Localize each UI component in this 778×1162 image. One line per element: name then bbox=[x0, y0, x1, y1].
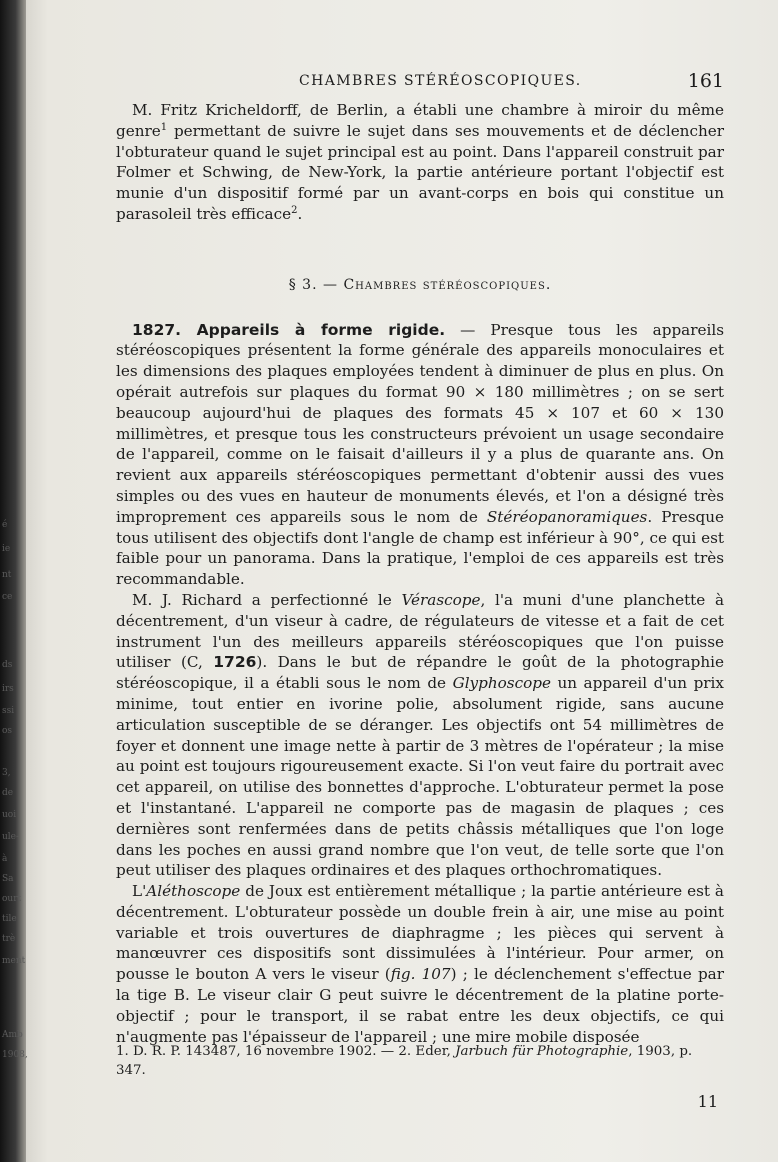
section-mark: § 3. — bbox=[288, 276, 344, 293]
cross-reference: 1726 bbox=[213, 653, 257, 672]
italic-term: Vérascope bbox=[401, 590, 481, 609]
paragraph-1827 bbox=[116, 320, 724, 590]
footnote-ref-2: 2 bbox=[291, 204, 298, 216]
text-run: de Joux est entièrement métallique ; la partie antérieure est à décentrement. L'obturateur possède un double frein à air, une mise au point variable et trois ouvertures de diaphragme ; les pièces qui servent à manœuvrer ces dispositifs sont dissimulées à l'intérieur. Pour armer, on pousse le bouton A vers le viseur ( bbox=[116, 882, 724, 984]
italic-title: Jarbuch für Photographie bbox=[455, 1044, 629, 1059]
text-run: 1. D. R. P. 143487, 16 novembre 1902. — 2. Eder, bbox=[116, 1044, 456, 1059]
italic-term: Aléthoscope bbox=[146, 882, 241, 901]
edge-fragment: Sa bbox=[2, 874, 14, 884]
italic-term: Stéréopanoramiques bbox=[486, 507, 648, 526]
text-run: , l'a muni d'une planchette à décentrement, d'un viseur à cadre, de régulateurs de vitesse et a fait de cet instrument l'un des meilleurs appareils stéréoscopiques que l'on puisse utiliser (C, bbox=[116, 590, 725, 672]
edge-fragment: ce bbox=[2, 592, 13, 602]
text-run: ) ; le déclenchement s'effectue par la tige B. Le viseur clair G peut suivre le décentrement de la platine porte-objectif ; pour le transport, il se rabat entre les deux objectifs, ce qui n'augmente pas l'épaisseur de l'appareil ; une mire mobile disposée bbox=[116, 965, 724, 1046]
text-run: ). Dans le but de répandre le goût de la photographie stéréoscopique, il a établi sous le nom de bbox=[116, 653, 724, 693]
edge-fragment: nt bbox=[2, 570, 12, 580]
text-run: M. J. Richard a perfectionné le bbox=[132, 590, 402, 609]
edge-fragment: de bbox=[2, 788, 14, 798]
page-number: 161 bbox=[687, 70, 724, 92]
edge-fragment: é bbox=[2, 520, 8, 530]
text-run: . Presque tous utilisent des objectifs dont l'angle de champ est inférieur à 90°, ce qui est faible pour un panorama. Dans la pratique, l'emploi de ces appareils est très recommandable. bbox=[116, 507, 724, 589]
text-run: M. Fritz Kricheldorff, de Berlin, a établi une chambre à miroir du même genre bbox=[116, 101, 724, 140]
edge-fragment: ssi bbox=[2, 706, 15, 716]
edge-fragment: à bbox=[2, 854, 8, 864]
footnote-ref-1: 1 bbox=[160, 121, 168, 133]
edge-fragment: Amb bbox=[2, 1030, 23, 1040]
text-run: permettant de suivre le sujet dans ses mouvements et de déclencher l'obturateur quand le sujet principal est au point. Dans l'appareil construit par Folmer et Schwing, de New-York, la partie antérieure portant l'objectif est munie d'un dispositif formé par un avant-corps en bois qui constitue un parasoleil très efficace bbox=[116, 121, 724, 223]
paragraph-kricheldorff bbox=[116, 100, 724, 225]
italic-term: Glyphoscope bbox=[452, 674, 551, 693]
facing-page-edge bbox=[0, 520, 28, 1080]
section-heading bbox=[116, 275, 724, 296]
body-text bbox=[116, 100, 724, 1047]
edge-fragment: ds bbox=[2, 660, 13, 670]
footnotes bbox=[116, 1042, 724, 1080]
text-run: — Presque tous les appareils stéréoscopiques présentent la forme générale des appareils monoculaires et les dimensions des plaques employées tendent à diminuer de plus en plus. On opérait autrefois sur plaques du format 90 × 180 millimètres ; on se sert beaucoup aujourd'hui de plaques des formats 45 × 107 et 60 × 130 millimètres, et presque tous les constructeurs prévoient un usage secondaire de l'appareil, comme on le faisait d'ailleurs il y a plus de quarante ans. On revient aux appareils stéréoscopiques permettant d'obtenir aussi des vues simples ou des vues en hauteur de monuments élevés, et l'on a désigné très improprement ces appareils sous le nom de bbox=[116, 320, 724, 526]
signature-mark: 11 bbox=[697, 1092, 718, 1111]
text-run: . bbox=[297, 204, 303, 223]
article-number: 1827 bbox=[132, 320, 176, 339]
edge-fragment: uoi bbox=[2, 810, 17, 820]
section-title: Chambres stéréoscopiques. bbox=[343, 276, 552, 293]
running-head bbox=[78, 70, 724, 97]
text-run: un appareil d'un prix minime, tout entier en ivorine polie, absolument rigide, sans aucune articulation susceptible de se déranger. Les objectifs ont 54 millimètres de foyer et donnent une image nette à partir de 3 mètres de l'opérateur ; la mise au point est toujours rigoureusement exacte. Si l'on veut faire du portrait avec cet appareil, on utilise des bonnettes d'approche. L'obturateur permet la pose et l'instantané. L'appareil ne comporte pas de magasin de plaques ; ces dernières sont renfermées dans de petits châssis métalliques que l'on loge dans les poches en aussi grand nombre que l'on veut, de telle sorte que l'on peut utiliser des plaques ordinaires et des plaques orthochromatiques. bbox=[116, 674, 724, 880]
edge-fragment: ule- bbox=[2, 832, 20, 842]
running-title: CHAMBRES STÉRÉOSCOPIQUES. bbox=[299, 73, 582, 89]
edge-fragment: os bbox=[2, 726, 13, 736]
paragraph-richard bbox=[116, 590, 724, 881]
edge-fragment: tile bbox=[2, 914, 17, 924]
article-heading: . Appareils à forme rigide. bbox=[175, 320, 446, 339]
paragraph-alethoscope bbox=[116, 881, 724, 1047]
edge-fragment: irs bbox=[2, 684, 14, 694]
figure-reference: fig. 107 bbox=[390, 965, 451, 984]
edge-fragment: ie bbox=[2, 544, 11, 554]
edge-fragment: ment bbox=[2, 956, 26, 966]
edge-fragment: trè bbox=[2, 934, 16, 944]
edge-fragment: 1908, bbox=[2, 1050, 28, 1060]
text-run: L' bbox=[132, 882, 147, 901]
text-run: , 1903, p. 347. bbox=[116, 1044, 693, 1078]
book-page bbox=[78, 0, 728, 1162]
edge-fragment: ourt bbox=[2, 894, 22, 904]
edge-fragment: 3, bbox=[2, 768, 11, 778]
